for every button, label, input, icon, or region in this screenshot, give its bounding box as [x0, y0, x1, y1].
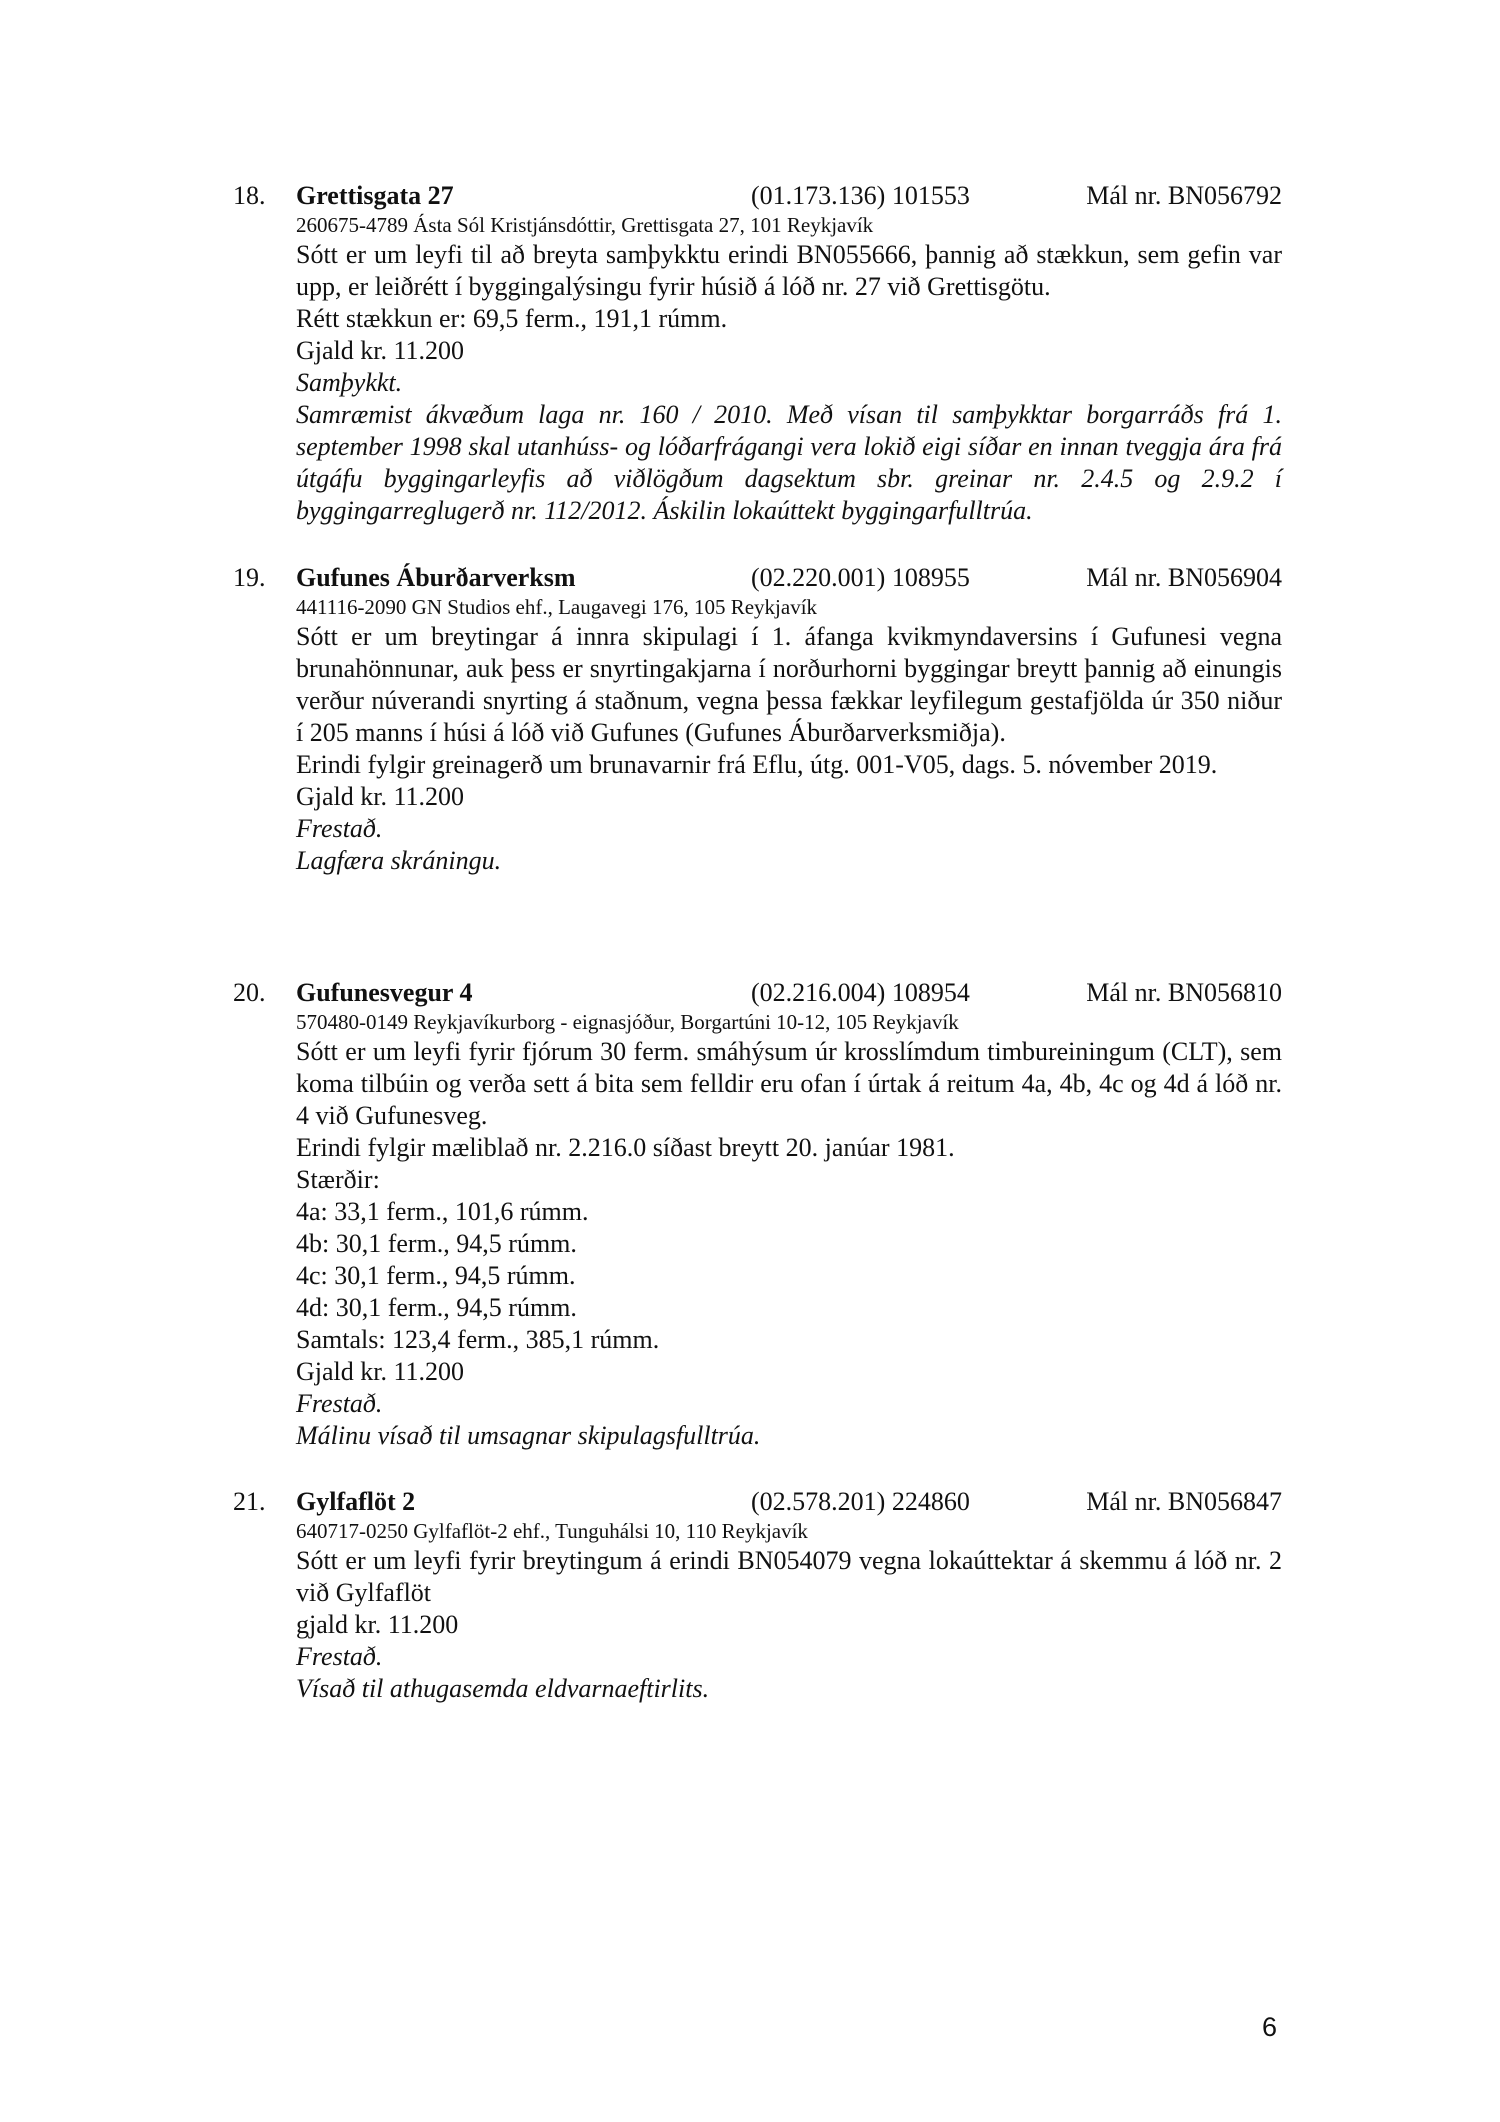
decision: Frestað.: [296, 814, 383, 843]
description: Sótt er um leyfi fyrir fjórum 30 ferm. smáhýsum úr krosslímdum timbureiningum (CLT), sem koma tilbúin og verða sett á bita sem felldir eru ofan í úrtak á reitum 4a, 4b, 4c og 4d á lóð nr. 4 við Gufunesveg.: [296, 1037, 1282, 1130]
case-body: [296, 1009, 1282, 1452]
extra-line: 4d: 30,1 ferm., 94,5 rúmm.: [296, 1293, 577, 1322]
item-address: Gylfaflöt 2: [296, 1487, 416, 1516]
decision-note: Málinu vísað til umsagnar skipulagsfulltrúa.: [296, 1421, 761, 1450]
item-address: Gufunes Áburðarverksm: [296, 563, 576, 592]
applicant-line: 441116-2090 GN Studios ehf., Laugavegi 176, 105 Reykjavík: [296, 595, 818, 619]
case-item-21: [233, 1486, 1282, 1705]
applicant-line: 570480-0149 Reykjavíkurborg - eignasjóður, Borgartúni 10-12, 105 Reykjavík: [296, 1010, 959, 1034]
extra-line: Erindi fylgir mæliblað nr. 2.216.0 síðast breytt 20. janúar 1981.: [296, 1133, 955, 1162]
case-item-20: [233, 977, 1282, 1452]
item-reference: (02.220.001) 108955: [751, 563, 970, 592]
case-item-19: [233, 562, 1282, 877]
item-number: 18.: [233, 181, 266, 210]
applicant-line: 640717-0250 Gylfaflöt-2 ehf., Tunguhálsi 10, 110 Reykjavík: [296, 1519, 808, 1543]
extra-line: Samtals: 123,4 ferm., 385,1 rúmm.: [296, 1325, 660, 1354]
fee: Gjald kr. 11.200: [296, 1357, 465, 1386]
item-number: 20.: [233, 978, 266, 1007]
description: Sótt er um leyfi til að breyta samþykktu erindi BN055666, þannig að stækkun, sem gefin var upp, er leiðrétt í byggingalýsingu fyrir húsið á lóð nr. 27 við Grettisgötu.: [296, 240, 1282, 301]
case-header: [233, 1486, 1282, 1518]
item-number: 19.: [233, 563, 266, 592]
decision-note: Vísað til athugasemda eldvarnaeftirlits.: [296, 1674, 710, 1703]
item-address: Gufunesvegur 4: [296, 978, 473, 1007]
case-body: [296, 212, 1282, 527]
decision: Frestað.: [296, 1389, 383, 1418]
description: Sótt er um breytingar á innra skipulagi í 1. áfanga kvikmyndaversins í Gufunesi vegna brunahönnunar, auk þess er snyrtingakjarna í norðurhorni byggingar breytt þannig að einungis verður núverandi snyrting á staðnum, vegna þessa fækkar leyfilegum gestafjölda úr 350 niður í 205 manns í húsi á lóð við Gufunes (Gufunes Áburðarverksmiðja).: [296, 622, 1282, 747]
applicant-line: 260675-4789 Ásta Sól Kristjánsdóttir, Grettisgata 27, 101 Reykjavík: [296, 213, 874, 237]
case-number: Mál nr. BN056792: [1086, 181, 1282, 210]
extra-line: 4a: 33,1 ferm., 101,6 rúmm.: [296, 1197, 589, 1226]
fee: Gjald kr. 11.200: [296, 782, 465, 811]
item-reference: (01.173.136) 101553: [751, 181, 970, 210]
extra-line: Stærðir:: [296, 1165, 380, 1194]
fee: Gjald kr. 11.200: [296, 336, 465, 365]
case-body: [296, 594, 1282, 877]
case-number: Mál nr. BN056904: [1086, 563, 1282, 592]
page-number: 6: [1262, 2012, 1278, 2042]
decision: Frestað.: [296, 1642, 383, 1671]
fee: gjald kr. 11.200: [296, 1610, 459, 1639]
extra-line: 4c: 30,1 ferm., 94,5 rúmm.: [296, 1261, 576, 1290]
extra-line: Rétt stækkun er: 69,5 ferm., 191,1 rúmm.: [296, 304, 728, 333]
case-body: [296, 1518, 1282, 1705]
case-header: [233, 562, 1282, 594]
item-reference: (02.216.004) 108954: [751, 978, 970, 1007]
case-item-18: [233, 180, 1282, 527]
description-attachment: Erindi fylgir greinagerð um brunavarnir frá Eflu, útg. 001-V05, dags. 5. nóvember 2019.: [296, 750, 1218, 779]
decision: Samþykkt.: [296, 368, 403, 397]
case-number: Mál nr. BN056810: [1086, 978, 1282, 1007]
decision-note: Samræmist ákvæðum laga nr. 160 / 2010. Með vísan til samþykktar borgarráðs frá 1. september 1998 skal utanhúss- og lóðarfrágangi vera lokið eigi síðar en innan tveggja ára frá útgáfu byggingarleyfis að viðlögðum dagsektum sbr. greinar nr. 2.4.5 og 2.9.2 í byggingarreglugerð nr. 112/2012. Áskilin lokaúttekt byggingarfulltrúa.: [296, 400, 1282, 525]
extra-line: 4b: 30,1 ferm., 94,5 rúmm.: [296, 1229, 577, 1258]
decision-note: Lagfæra skráningu.: [296, 846, 502, 875]
item-number: 21.: [233, 1487, 266, 1516]
description: Sótt er um leyfi fyrir breytingum á erindi BN054079 vegna lokaúttektar á skemmu á lóð nr. 2 við Gylfaflöt: [296, 1546, 1282, 1607]
case-number: Mál nr. BN056847: [1086, 1487, 1282, 1516]
case-header: [233, 977, 1282, 1009]
case-header: [233, 180, 1282, 212]
item-reference: (02.578.201) 224860: [751, 1487, 970, 1516]
item-address: Grettisgata 27: [296, 181, 454, 210]
